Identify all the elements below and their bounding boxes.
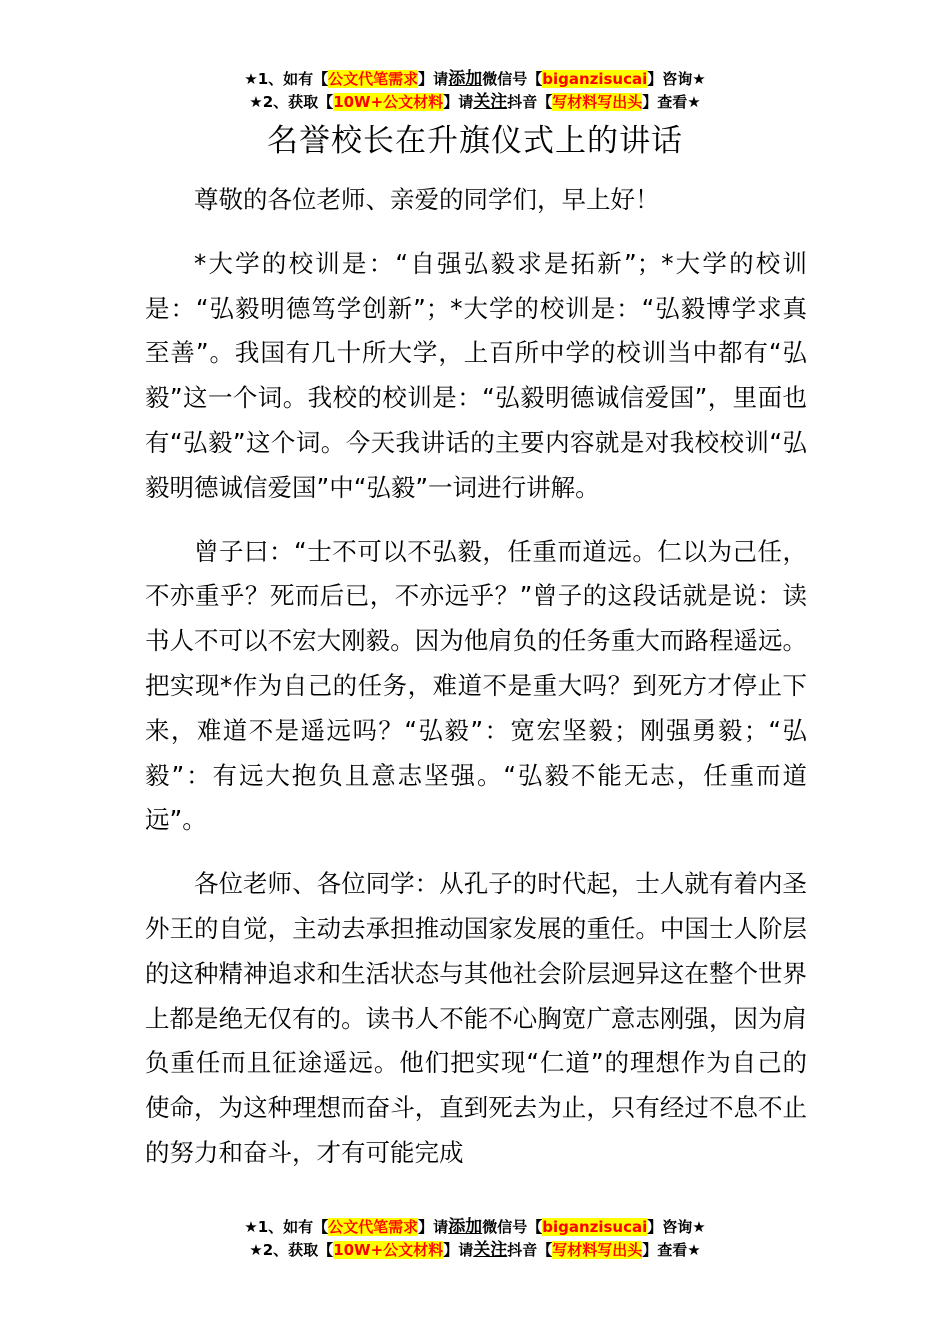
- paragraph: *大学的校训是：“自强弘毅求是拓新”；*大学的校训是：“弘毅明德笃学创新”；*大学的校训是：“弘毅博学求真至善”。我国有几十所大学，上百所中学的校训当中都有“弘毅”这一个词。我校的校训是：“弘毅明德诚信爱国”，里面也有“弘毅”这个词。今天我讲话的主要内容就是对我校校训“弘毅明德诚信爱国”中“弘毅”一词进行讲解。: [145, 248, 807, 502]
- promo-line-1: [0, 1216, 950, 1239]
- promo-text: 】咨询★: [647, 70, 706, 88]
- promo-highlight: 公文代笔需求: [328, 1218, 419, 1236]
- promo-text: 抖音【: [507, 1241, 553, 1259]
- paragraph: 曾子曰：“士不可以不弘毅，任重而道远。仁以为己任，不亦重乎？死而后已，不亦远乎？”曾子的这段话就是说：读书人不可以不宏大刚毅。因为他肩负的任务重大而路程遥远。把实现*作为自己的任务，难道不是重大吗？到死方才停止下来，难道不是遥远吗？“弘毅”：宽宏坚毅；刚强勇毅；“弘毅”：有远大抱负且意志坚强。“弘毅不能无志，任重而道远”。: [145, 536, 807, 835]
- footer-promo-banner: [0, 1216, 950, 1262]
- promo-underlined-text: 关注: [473, 92, 508, 112]
- header-promo-banner: [0, 68, 950, 114]
- promo-line-2: [0, 91, 950, 114]
- promo-underlined-text: 关注: [473, 1240, 508, 1260]
- promo-text: ★2、获取【: [249, 93, 334, 111]
- promo-wechat-id: biganzisucai: [542, 70, 648, 88]
- promo-text: 微信号【: [482, 1218, 543, 1236]
- promo-text: 抖音【: [507, 93, 553, 111]
- promo-text: 】咨询★: [647, 1218, 706, 1236]
- promo-text: 】查看★: [642, 1241, 701, 1259]
- promo-text: 微信号【: [482, 70, 543, 88]
- promo-underlined-text: 添加: [448, 69, 483, 89]
- promo-text: 】查看★: [642, 93, 701, 111]
- document-body: [145, 178, 807, 1195]
- promo-underlined-text: 添加: [448, 1217, 483, 1237]
- promo-line-2: [0, 1239, 950, 1262]
- paragraph-greeting: 尊敬的各位老师、亲爱的同学们，早上好！: [194, 185, 660, 214]
- promo-highlight: 公文代笔需求: [328, 70, 419, 88]
- document-title: 名誉校长在升旗仪式上的讲话: [267, 123, 683, 159]
- promo-line-1: [0, 68, 950, 91]
- promo-text: ★1、如有【: [244, 70, 329, 88]
- promo-text: 】请: [443, 93, 474, 111]
- promo-highlight: 10W+公文材料: [333, 1241, 444, 1259]
- promo-douyin-id: 写材料写出头: [552, 93, 643, 111]
- promo-text: ★2、获取【: [249, 1241, 334, 1259]
- promo-text: ★1、如有【: [244, 1218, 329, 1236]
- paragraph: 各位老师、各位同学：从孔子的时代起，士人就有着内圣外王的自觉，主动去承担推动国家发展的重任。中国士人阶层的这种精神追求和生活状态与其他社会阶层迥异这在整个世界上都是绝无仅有的。读书人不能不心胸宽广意志刚强，因为肩负重任而且征途遥远。他们把实现“仁道”的理想作为自己的使命，为这种理想而奋斗，直到死去为止，只有经过不息不止的努力和奋斗，才有可能完成: [145, 869, 807, 1167]
- promo-text: 】请: [443, 1241, 474, 1259]
- promo-wechat-id: biganzisucai: [542, 1218, 648, 1236]
- promo-highlight: 10W+公文材料: [333, 93, 444, 111]
- promo-text: 】请: [418, 70, 449, 88]
- promo-douyin-id: 写材料写出头: [552, 1241, 643, 1259]
- promo-text: 】请: [418, 1218, 449, 1236]
